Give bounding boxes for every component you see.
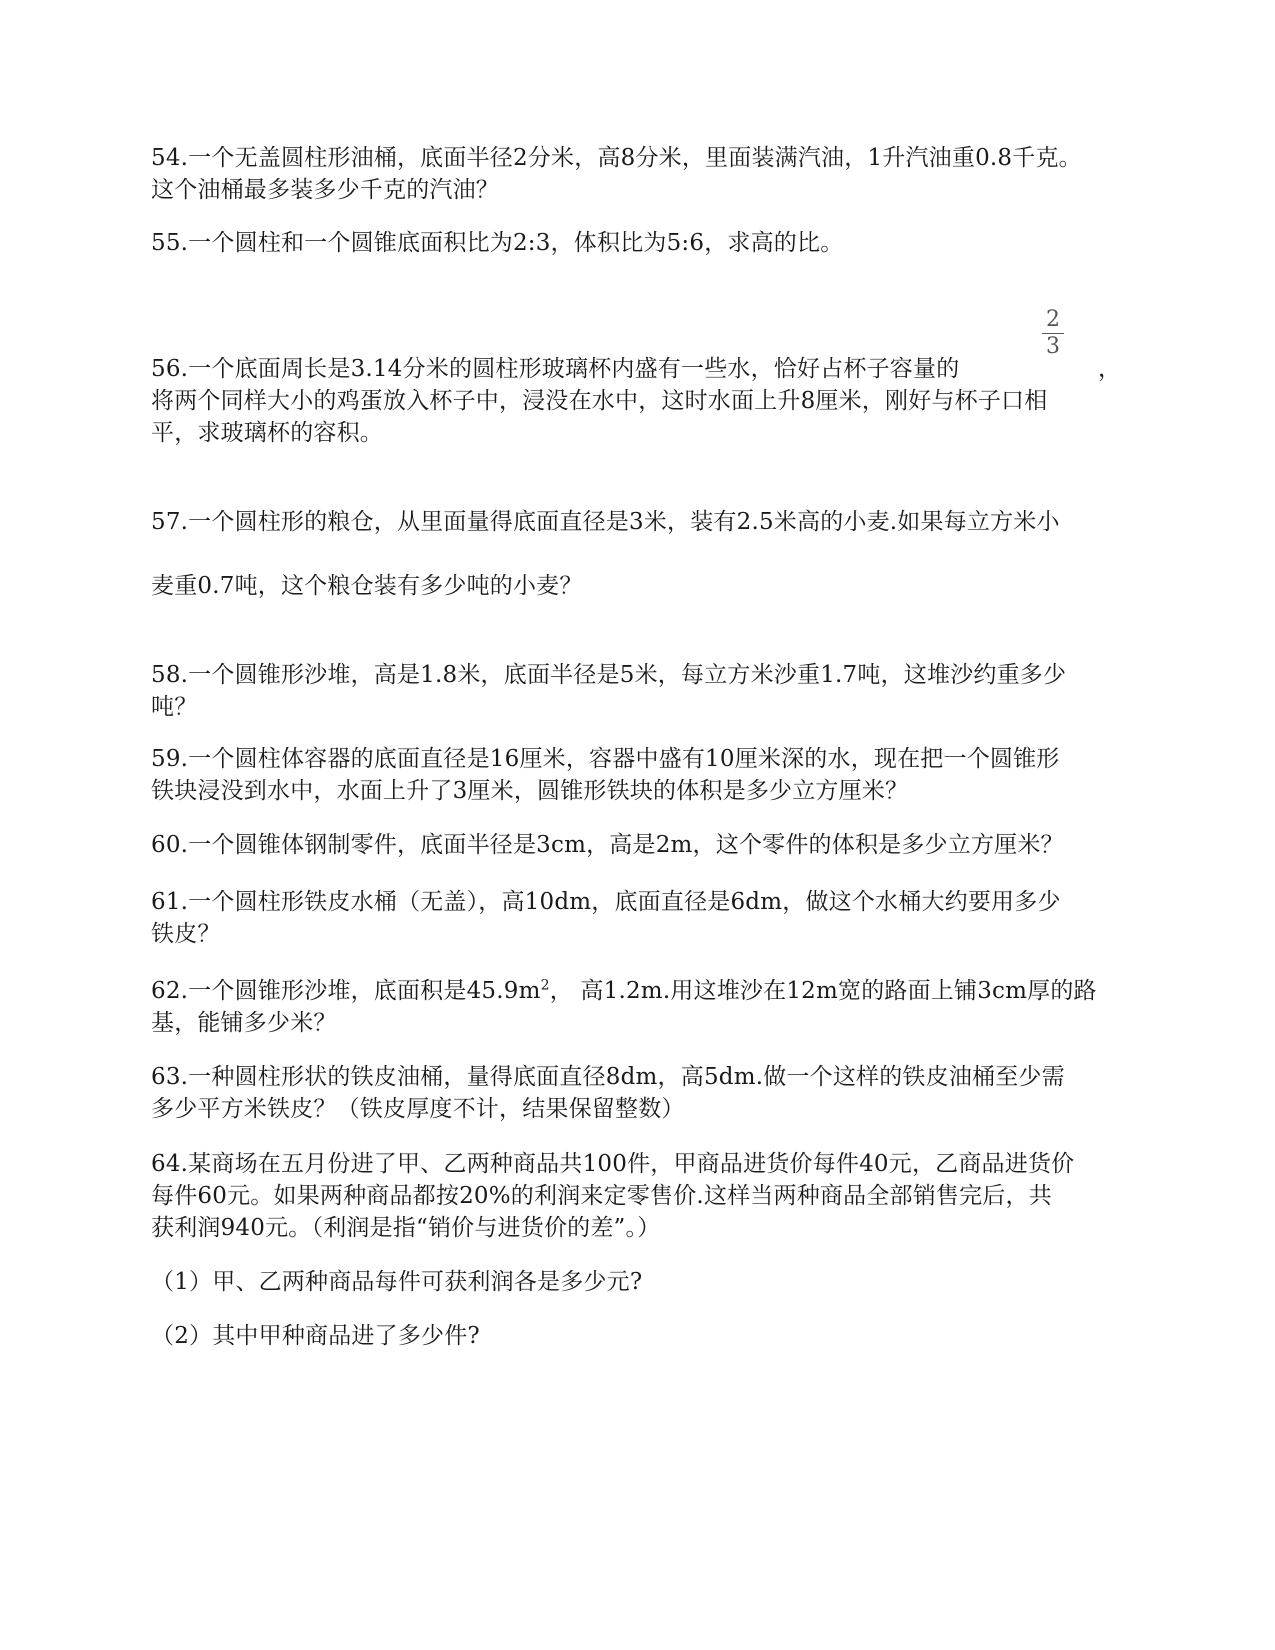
problem-56-line-1: 56.一个底面周长是3.14分米的圆柱形玻璃杯内盛有一些水，恰好占杯子容量的 (151, 356, 960, 382)
problem-62-line-1-part-b: ， 高1.2m.用这堆沙在12m宽的路面上铺3cm厚的路 (549, 978, 1097, 1004)
problem-61-line-2: 铁皮？ (151, 921, 221, 947)
problem-60-line-1: 60.一个圆锥体钢制零件，底面半径是3cm，高是2m，这个零件的体积是多少立方厘米？ (151, 832, 1064, 858)
fraction-two-thirds (1038, 308, 1068, 359)
problem-55-line-1: 55.一个圆柱和一个圆锥底面积比为2:3，体积比为5:6，求高的比。 (151, 230, 844, 256)
problem-58-line-2: 吨？ (151, 694, 198, 720)
problem-62-line-2: 基，能铺多少米？ (151, 1010, 337, 1036)
problem-63-line-2: 多少平方米铁皮？（铁皮厚度不计，结果保留整数） (151, 1096, 685, 1122)
problem-57-line-2: 麦重0.7吨，这个粮仓装有多少吨的小麦？ (151, 573, 583, 599)
problem-64-line-3: 获利润940元。（利润是指“销价与进货价的差”。） (151, 1215, 661, 1241)
problem-62-line-1-part-a: 62.一个圆锥形沙堆，底面积是45.9m (151, 978, 541, 1004)
fraction-denominator: 3 (1046, 334, 1060, 359)
problem-56-line-3: 平，求玻璃杯的容积。 (151, 420, 383, 446)
problem-57-line-1: 57.一个圆柱形的粮仓，从里面量得底面直径是3米，装有2.5米高的小麦.如果每立方米小 (151, 509, 1060, 535)
problem-58-line-1: 58.一个圆锥形沙堆，高是1.8米，底面半径是5米，每立方米沙重1.7吨，这堆沙约重多少 (151, 662, 1067, 688)
problem-63-line-1: 63.一种圆柱形状的铁皮油桶，量得底面直径8dm，高5dm.做一个这样的铁皮油桶至少需 (151, 1064, 1065, 1090)
problem-59-line-2: 铁块浸没到水中，水面上升了3厘米，圆锥形铁块的体积是多少立方厘米？ (151, 778, 909, 804)
fraction-numerator: 2 (1046, 307, 1060, 332)
problem-54-line-2: 这个油桶最多装多少千克的汽油？ (151, 177, 499, 203)
problem-64-subquestion-2: （2）其中甲种商品进了多少件? (151, 1323, 480, 1349)
problem-54-line-1: 54.一个无盖圆柱形油桶，底面半径2分米，高8分米，里面装满汽油，1升汽油重0.8千克。 (151, 145, 1082, 171)
problem-64-line-2: 每件60元。如果两种商品都按20%的利润来定零售价.这样当两种商品全部销售完后，共 (151, 1183, 1052, 1209)
problem-64-line-1: 64.某商场在五月份进了甲、乙两种商品共100件，甲商品进货价每件40元，乙商品进货价 (151, 1151, 1075, 1177)
problem-62-line-1 (151, 975, 1097, 1007)
problem-64-subquestion-1: （1）甲、乙两种商品每件可获利润各是多少元? (151, 1269, 643, 1295)
problem-61-line-1: 61.一个圆柱形铁皮水桶（无盖），高10dm，底面直径是6dm，做这个水桶大约要用多少 (151, 889, 1061, 915)
problem-59-line-1: 59.一个圆柱体容器的底面直径是16厘米，容器中盛有10厘米深的水，现在把一个圆锥形 (151, 746, 1060, 772)
problem-56-comma: ， (1098, 356, 1121, 382)
superscript-two: 2 (540, 977, 550, 994)
problem-56-line-2: 将两个同样大小的鸡蛋放入杯子中，浸没在水中，这时水面上升8厘米，刚好与杯子口相 (151, 388, 1048, 414)
